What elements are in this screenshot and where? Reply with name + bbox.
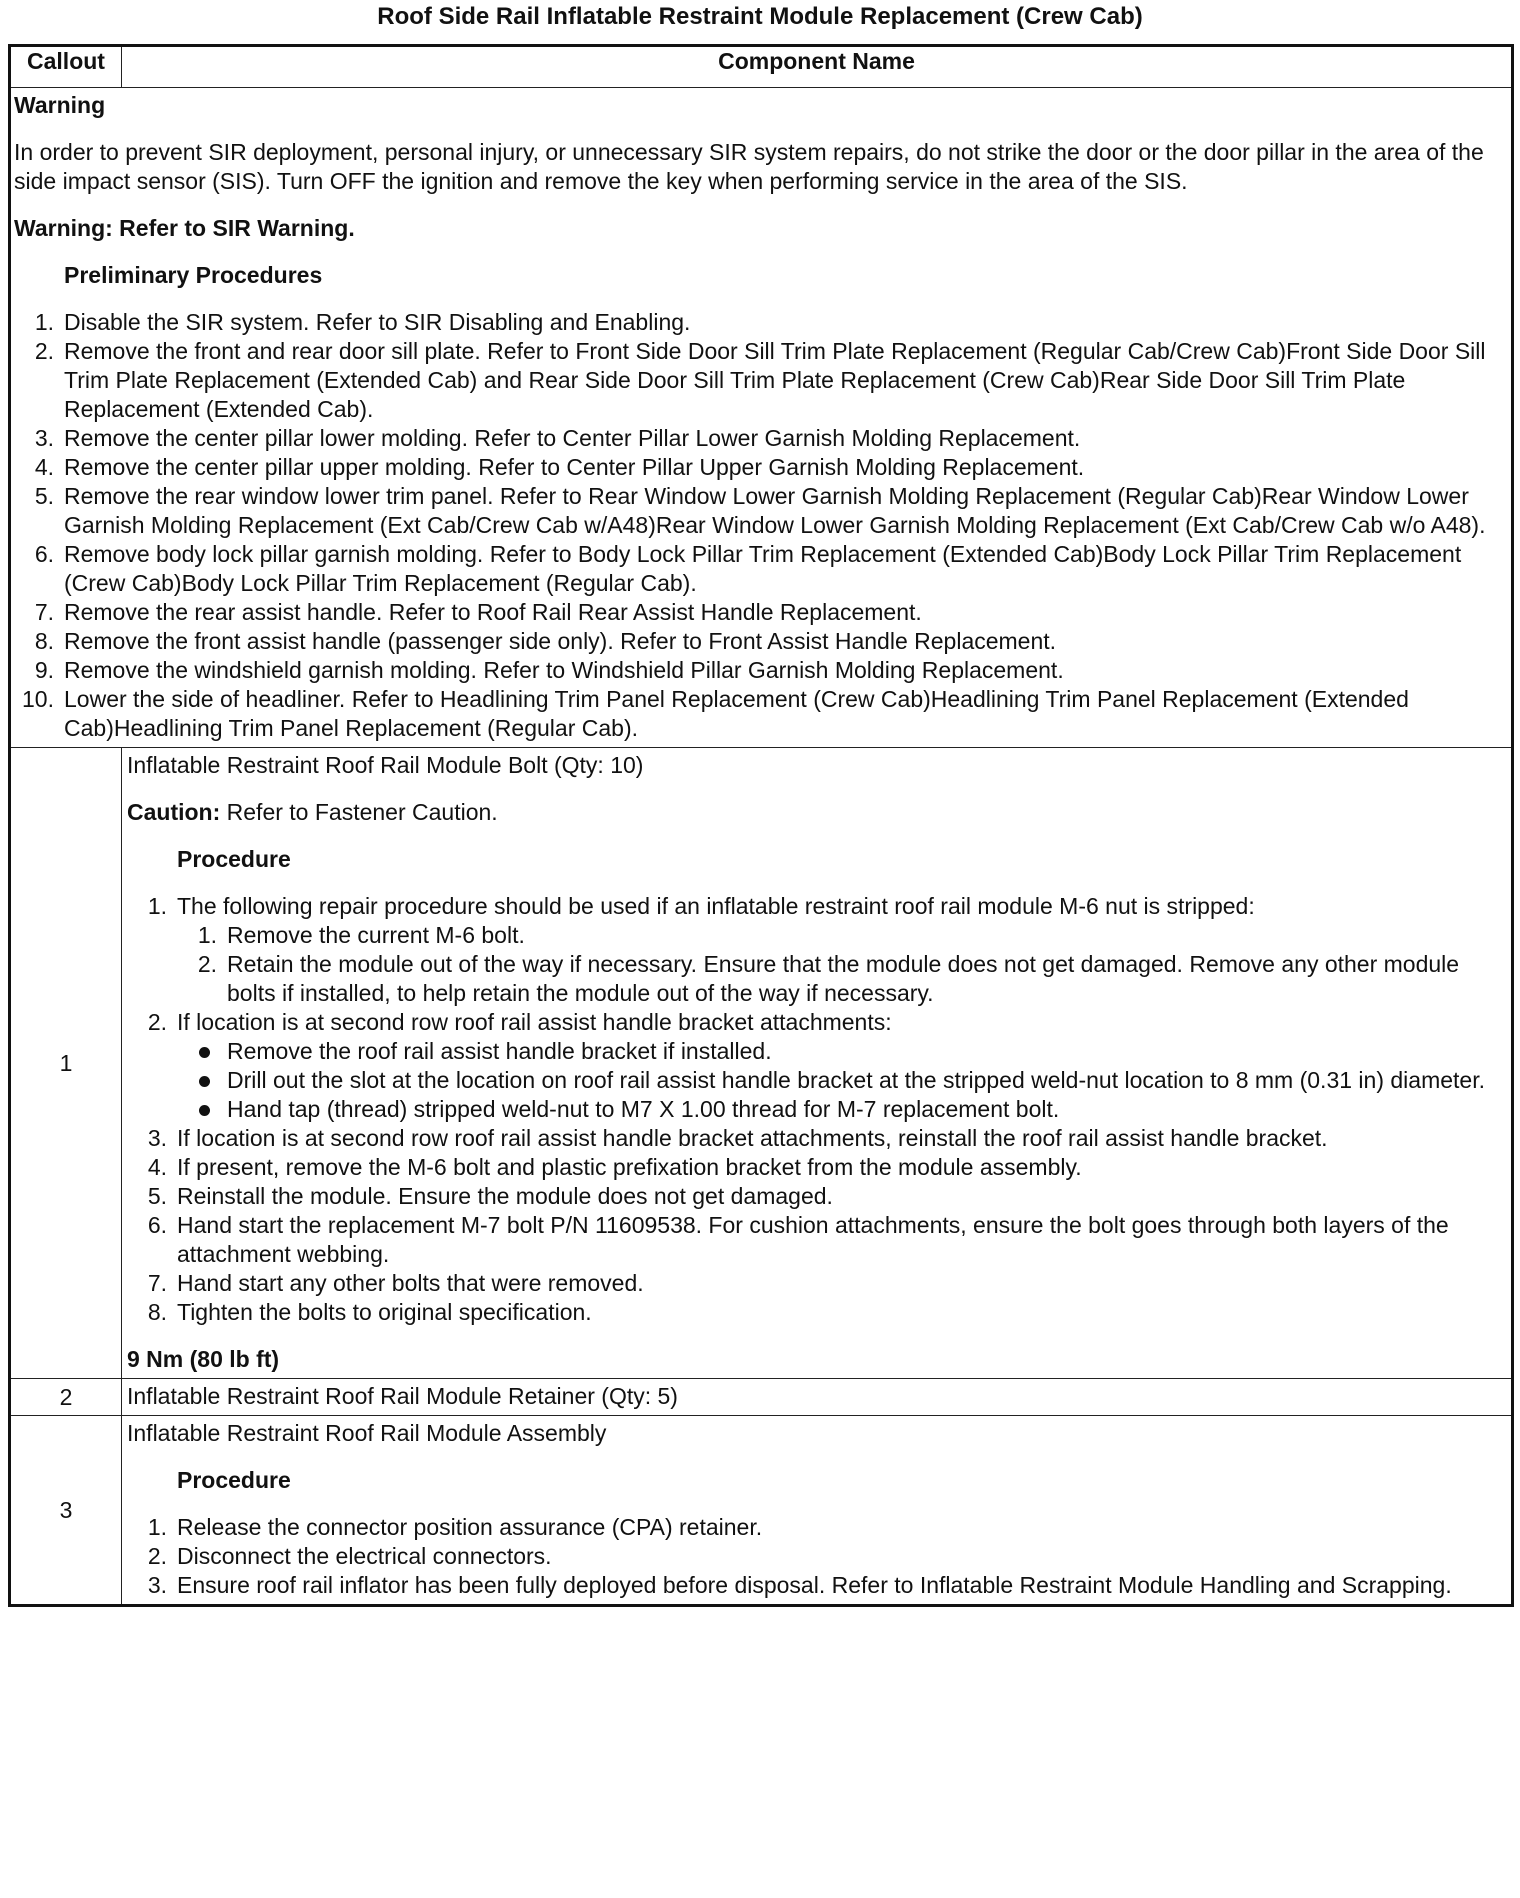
- component-cell: [122, 1379, 1513, 1416]
- list-item: 3. Ensure roof rail inflator has been fully deployed before disposal. Refer to Inflatable Restraint Module Handling and Scrapping.: [147, 1572, 1452, 1598]
- procedure-heading: Procedure: [177, 846, 291, 872]
- list-item: 7. Remove the rear assist handle. Refer to Roof Rail Rear Assist Handle Replacement.: [34, 599, 922, 625]
- list-item: Hand tap (thread) stripped weld-nut to M7 X 1.00 thread for M-7 replacement bolt.: [177, 1095, 1505, 1124]
- table-row: [10, 748, 1513, 1379]
- warning-text: In order to prevent SIR deployment, personal injury, or unnecessary SIR system repairs, do not strike the door or the door pillar in the area of the side impact sensor (SIS). Turn OFF the ignition and remove the key when performing service in the area of the SIS.: [14, 139, 1484, 194]
- component-cell: [122, 748, 1513, 1379]
- caution-note: Caution: Refer to Fastener Caution.: [127, 799, 498, 825]
- warning-cell: [10, 88, 1513, 748]
- warning-row: [10, 88, 1513, 748]
- list-item: 10. Lower the side of headliner. Refer to Headlining Trim Panel Replacement (Crew Cab)Headlining Trim Panel Replacement (Extended Cab)Headlining Trim Panel Replacement (Regular Cab).: [22, 686, 1409, 741]
- procedure-steps-list: [127, 892, 1505, 1327]
- list-item: 2. Disconnect the electrical connectors.: [147, 1543, 552, 1569]
- list-item: 8. Tighten the bolts to original specification.: [147, 1299, 592, 1325]
- table-header-row: [10, 46, 1513, 88]
- list-item: 7. Hand start any other bolts that were removed.: [147, 1270, 644, 1296]
- callout-number: 3: [10, 1416, 122, 1606]
- sub-steps-list: [177, 921, 1505, 1008]
- bullet-icon: [199, 1047, 210, 1058]
- header-component-name: Component Name: [122, 46, 1513, 88]
- list-item: Drill out the slot at the location on roof rail assist handle bracket at the stripped weld-nut location to 8 mm (0.31 in) diameter.: [177, 1066, 1505, 1095]
- procedure-steps-list: [127, 1513, 1505, 1600]
- list-item: 5. Remove the rear window lower trim panel. Refer to Rear Window Lower Garnish Molding Replacement (Regular Cab)Rear Window Lower Garnish Molding Replacement (Ext Cab/Crew Cab w/A48)Rear Window Lower Garnish Molding Replacement (Ext Cab/Crew Cab w/o A48).: [34, 483, 1486, 538]
- list-item: 1. Remove the current M-6 bolt.: [197, 922, 525, 948]
- callout-number: 1: [10, 748, 122, 1379]
- torque-spec: 9 Nm (80 lb ft): [127, 1346, 280, 1372]
- list-item: 2. If location is at second row roof rail assist handle bracket attachments: Remove the roof rail assist handle bracket if installed. Drill out the slot at the location on roof rail assist handle bracket at the stripped weld-nut location to 8 mm (0.31 in) diameter. Hand tap (thread) stripped weld-nut to M7 X 1.00 thread for M-7 replacement bolt.: [127, 1008, 1505, 1124]
- list-item: 2. Retain the module out of the way if necessary. Ensure that the module does not get damaged. Remove any other module bolts if installed, to help retain the module out of the way if necessary.: [197, 951, 1460, 1006]
- bullet-icon: [199, 1076, 210, 1087]
- list-item: Remove the roof rail assist handle bracket if installed.: [177, 1037, 1505, 1066]
- document-title: Roof Side Rail Inflatable Restraint Module Replacement (Crew Cab): [377, 3, 1143, 30]
- list-item: 4. If present, remove the M-6 bolt and plastic prefixation bracket from the module assembly.: [147, 1154, 1082, 1180]
- bullet-list: [177, 1037, 1505, 1124]
- component-name: Inflatable Restraint Roof Rail Module Assembly: [127, 1420, 607, 1446]
- list-item: 1. Release the connector position assurance (CPA) retainer.: [147, 1514, 763, 1540]
- list-item: 1. The following repair procedure should be used if an inflatable restraint roof rail module M-6 nut is stripped: 1. Remove the current M-6 bolt. 2. Retain the module out of the way if necessary. Ensure that the module does not get damaged. Remove any other module bolts if installed, to help retain the module out of the way if necessary.: [127, 892, 1505, 1008]
- component-name: Inflatable Restraint Roof Rail Module Bolt (Qty: 10): [127, 752, 644, 778]
- callout-number: 2: [10, 1379, 122, 1416]
- list-item: 3. Remove the center pillar lower molding. Refer to Center Pillar Lower Garnish Molding Replacement.: [34, 425, 1081, 451]
- list-item: 3. If location is at second row roof rail assist handle bracket attachments, reinstall the roof rail assist handle bracket.: [147, 1125, 1328, 1151]
- header-callout: Callout: [10, 46, 122, 88]
- list-item: 6. Hand start the replacement M-7 bolt P/N 11609538. For cushion attachments, ensure the bolt goes through both layers of the attachment webbing.: [147, 1212, 1449, 1267]
- warning-label: Warning: [14, 92, 106, 118]
- procedure-table: [8, 44, 1514, 1607]
- list-item: 6. Remove body lock pillar garnish molding. Refer to Body Lock Pillar Trim Replacement (Extended Cab)Body Lock Pillar Trim Replacement (Crew Cab)Body Lock Pillar Trim Replacement (Regular Cab).: [34, 541, 1462, 596]
- list-item: 8. Remove the front assist handle (passenger side only). Refer to Front Assist Handle Replacement.: [34, 628, 1057, 654]
- list-item: 9. Remove the windshield garnish molding. Refer to Windshield Pillar Garnish Molding Replacement.: [34, 657, 1064, 683]
- table-row: [10, 1379, 1513, 1416]
- component-name: Inflatable Restraint Roof Rail Module Retainer (Qty: 5): [127, 1383, 678, 1409]
- procedure-heading: Procedure: [177, 1467, 291, 1493]
- bullet-icon: [199, 1105, 210, 1116]
- list-item: 1. Disable the SIR system. Refer to SIR Disabling and Enabling.: [34, 309, 691, 335]
- component-cell: [122, 1416, 1513, 1606]
- list-item: 5. Reinstall the module. Ensure the module does not get damaged.: [147, 1183, 833, 1209]
- warning-reference: Warning: Refer to SIR Warning.: [14, 215, 355, 241]
- table-row: [10, 1416, 1513, 1606]
- list-item: 2. Remove the front and rear door sill plate. Refer to Front Side Door Sill Trim Plate Replacement (Regular Cab/Crew Cab)Front Side Door Sill Trim Plate Replacement (Extended Cab) and Rear Side Door Sill Trim Plate Replacement (Crew Cab)Rear Side Door Sill Trim Plate Replacement (Extended Cab).: [34, 338, 1486, 422]
- list-item: 4. Remove the center pillar upper molding. Refer to Center Pillar Upper Garnish Molding Replacement.: [34, 454, 1085, 480]
- preliminary-procedures-heading: Preliminary Procedures: [64, 262, 323, 288]
- preliminary-steps-list: [14, 308, 1505, 743]
